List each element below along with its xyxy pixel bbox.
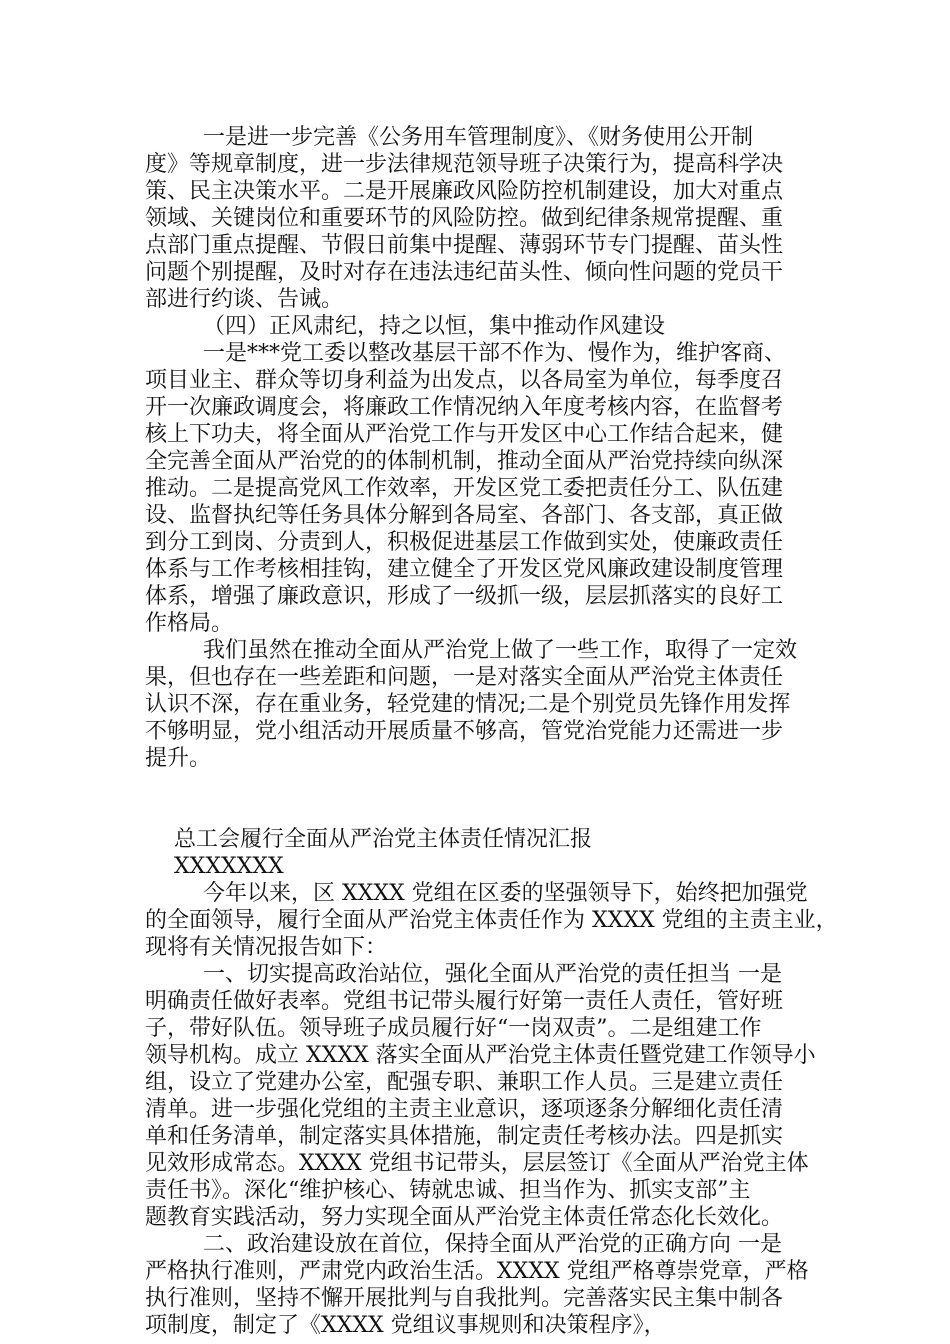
- paragraph-line: 见效形成常态。XXXX 党组书记带头，层层签订《全面从严治党主体: [145, 1151, 809, 1176]
- paragraph-line: 点部门重点提醒、节假日前集中提醒、薄弱环节专门提醒、苗头性: [145, 233, 784, 258]
- paragraph-line: 二、政治建设放在首位，保持全面从严治党的正确方向 一是: [203, 1232, 782, 1257]
- paragraph-line: 我们虽然在推动全面从严治党上做了一些工作，取得了一定效: [203, 638, 798, 663]
- paragraph-line: 领导机构。成立 XXXX 落实全面从严治党主体责任暨党建工作领导小: [145, 1043, 816, 1068]
- paragraph-line: 责任书》。深化“维护核心、铸就忠诚、担当作为、抓实支部”主: [145, 1178, 751, 1203]
- paragraph-line: 提升。: [145, 746, 212, 771]
- paragraph-line: 一、切实提高政治站位，强化全面从严治党的责任担当 一是: [203, 962, 782, 987]
- paragraph-line: 领域、关键岗位和重要环节的风险防控。做到纪律条规常提醒、重: [145, 206, 784, 231]
- paragraph-line: 不够明显，党小组活动开展质量不够高，管党治党能力还需进一步: [145, 719, 784, 744]
- paragraph-line: 开一次廉政调度会，将廉政工作情况纳入年度考核内容，在监督考: [145, 395, 784, 420]
- paragraph-line: 单和任务清单，制定落实具体措施，制定责任考核办法。四是抓实: [145, 1124, 784, 1149]
- paragraph-line: 体系与工作考核相挂钩，建立健全了开发区党风廉政建设制度管理: [145, 557, 784, 582]
- paragraph-line: 清单。进一步强化党组的主责主业意识，逐项逐条分解细化责任清: [145, 1097, 784, 1122]
- paragraph-line: 核上下功夫，将全面从严治党工作与开发区中心工作结合起来，健: [145, 422, 784, 447]
- paragraph-line: 组，设立了党建办公室，配强专职、兼职工作人员。三是建立责任: [145, 1070, 784, 1095]
- section-gap: [145, 772, 815, 826]
- paragraph-line: 项目业主、群众等切身利益为出发点，以各局室为单位，每季度召: [145, 368, 784, 393]
- section-heading: （四）正风肃纪，持之以恒，集中推动作风建设: [203, 314, 666, 339]
- paragraph-line: 度》等规章制度，进一步法律规范领导班子决策行为，提高科学决: [145, 152, 784, 177]
- paragraph-line: 项制度，制定了《XXXX 党组议事规则和决策程序》，: [145, 1313, 666, 1338]
- report-title: 总工会履行全面从严治党主体责任情况汇报: [174, 827, 593, 852]
- paragraph-line: 一是***党工委以整改基层干部不作为、慢作为，维护客商、: [203, 341, 787, 366]
- paragraph-line: 今年以来，区 XXXX 党组在区委的坚强领导下，始终把加强党: [203, 881, 808, 906]
- paragraph-line: 子，带好队伍。领导班子成员履行好“一岗双责”。二是组建工作: [145, 1016, 762, 1041]
- report-author: XXXXXXX: [174, 854, 284, 879]
- document-page: [145, 124, 838, 1339]
- paragraph-line: 严格执行准则，严肃党内政治生活。XXXX 党组严格尊崇党章，严格: [145, 1259, 809, 1284]
- paragraph-line: 果，但也存在一些差距和问题，一是对落实全面从严治党主体责任: [145, 665, 784, 690]
- paragraph-line: 执行准则，坚持不懈开展批判与自我批判。完善落实民主集中制各: [145, 1286, 784, 1311]
- paragraph-line: 的全面领导，履行全面从严治党主体责任作为 XXXX 党组的主责主业，: [145, 908, 838, 933]
- paragraph-line: 明确责任做好表率。党组书记带头履行好第一责任人责任，管好班: [145, 989, 784, 1014]
- paragraph-line: 一是进一步完善《公务用车管理制度》、《财务使用公开制: [203, 125, 754, 150]
- paragraph-line: 问题个别提醒，及时对存在违法违纪苗头性、倾向性问题的党员干: [145, 260, 784, 285]
- paragraph-line: 认识不深，存在重业务，轻党建的情况;二是个别党员先锋作用发挥: [145, 692, 791, 717]
- paragraph-line: 设、监督执纪等任务具体分解到各局室、各部门、各支部，真正做: [145, 503, 784, 528]
- paragraph-line: 作格局。: [145, 611, 234, 636]
- paragraph-line: 到分工到岗、分责到人，积极促进基层工作做到实处，使廉政责任: [145, 530, 784, 555]
- paragraph-line: 部进行约谈、告诫。: [145, 287, 344, 312]
- paragraph-line: 推动。二是提高党风工作效率，开发区党工委把责任分工、队伍建: [145, 476, 784, 501]
- paragraph-line: 现将有关情况报告如下：: [145, 935, 388, 960]
- paragraph-line: 策、民主决策水平。二是开展廉政风险防控机制建设，加大对重点: [145, 179, 784, 204]
- paragraph-line: 体系，增强了廉政意识，形成了一级抓一级，层层抓落实的良好工: [145, 584, 784, 609]
- paragraph-line: 题教育实践活动，努力实现全面从严治党主体责任常态化长效化。: [145, 1205, 784, 1230]
- paragraph-line: 全完善全面从严治党的的体制机制，推动全面从严治党持续向纵深: [145, 449, 784, 474]
